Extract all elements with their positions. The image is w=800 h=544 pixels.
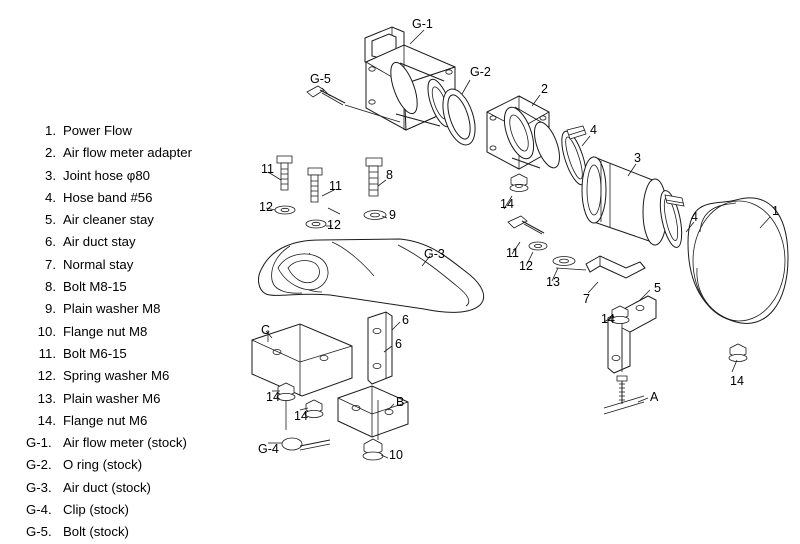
callout-4b: 4 xyxy=(691,210,698,224)
callout-g5: G-5 xyxy=(310,72,331,86)
legend-item-label: Plain washer M6 xyxy=(63,390,161,406)
legend-item-label: Air duct (stock) xyxy=(63,479,151,495)
callout-11b: 11 xyxy=(329,179,342,193)
legend-item-number: 12. xyxy=(37,368,56,384)
callout-14e: 14 xyxy=(730,374,744,388)
callout-13: 13 xyxy=(546,275,560,289)
part-joint-hose xyxy=(582,157,667,245)
legend-item-label: Air flow meter adapter xyxy=(63,145,192,161)
callout-8: 8 xyxy=(386,168,393,182)
callout-6a: 6 xyxy=(402,313,409,327)
callout-14c: 14 xyxy=(266,390,280,404)
legend-item-label: Power Flow xyxy=(63,123,132,138)
legend-item-number: G-1. xyxy=(26,435,52,451)
legend-item-label: Spring washer M6 xyxy=(63,368,170,384)
legend-item-number: 13. xyxy=(37,390,56,406)
legend-item-label: Flange nut M8 xyxy=(63,323,148,339)
part-air-duct xyxy=(252,239,484,437)
callout-3: 3 xyxy=(634,151,641,165)
legend-item-number: 10. xyxy=(37,323,56,339)
part-bolt-11-right xyxy=(508,216,544,234)
callout-g2: G-2 xyxy=(470,65,491,79)
legend-item-label: Bolt (stock) xyxy=(63,524,129,540)
part-bolt-8 xyxy=(366,158,382,196)
part-washer-12-left xyxy=(275,206,295,214)
legend-item-label: Hose band #56 xyxy=(63,189,153,205)
legend-item-label: Bolt M6-15 xyxy=(63,345,127,361)
legend-item-number: 8. xyxy=(45,279,56,295)
callout-7: 7 xyxy=(583,292,590,306)
callout-12c: 12 xyxy=(519,259,533,273)
callout-5: 5 xyxy=(654,281,661,295)
legend-item-number: 6. xyxy=(45,234,56,250)
legend-item-label: Bolt M8-15 xyxy=(63,279,127,295)
legend-item-number: G-4. xyxy=(26,502,52,518)
part-flange-nut-14e xyxy=(729,344,747,362)
callout-14a: 14 xyxy=(500,197,514,211)
legend-item xyxy=(26,521,256,543)
legend-item-number: 2. xyxy=(45,145,56,161)
part-clip-G4 xyxy=(282,438,330,450)
part-bolt-A xyxy=(604,376,644,414)
part-bolt-11-mid xyxy=(308,168,322,202)
part-flange-nut-14a xyxy=(510,174,528,192)
legend-item-number: 1. xyxy=(45,123,56,138)
callout-1: 1 xyxy=(772,204,779,218)
legend-item-number: 14. xyxy=(37,412,56,428)
callout-14d: 14 xyxy=(294,409,308,423)
callout-11c: 11 xyxy=(506,246,519,260)
callout-9: 9 xyxy=(389,208,396,222)
callout-12a: 12 xyxy=(259,200,273,214)
part-flange-nut-10 xyxy=(363,439,383,460)
callout-g4: G-4 xyxy=(258,442,279,456)
callout-g3: G-3 xyxy=(424,247,445,261)
part-washer-12-mid xyxy=(306,220,326,228)
callout-C: C xyxy=(261,323,271,337)
legend-item-number: G-3. xyxy=(26,479,52,495)
legend-item-number: 11. xyxy=(38,345,56,361)
legend-item-label: Joint hose φ80 xyxy=(63,167,151,183)
callout-10: 10 xyxy=(389,448,403,462)
callout-4a: 4 xyxy=(590,123,597,137)
legend-item-number: G-2. xyxy=(26,457,52,473)
callout-2: 2 xyxy=(541,82,548,96)
legend-item-label: Plain washer M8 xyxy=(63,301,161,317)
part-bolt-G5 xyxy=(307,86,345,105)
part-air-cleaner-stay xyxy=(608,296,656,373)
legend-item xyxy=(26,499,256,521)
legend-item-number: 4. xyxy=(45,189,56,205)
legend-item-number: 5. xyxy=(45,212,56,228)
part-washer-12-right xyxy=(529,242,547,250)
legend-item-number: 9. xyxy=(45,301,56,317)
legend-item-label: Air duct stay xyxy=(63,234,136,250)
callout-12b: 12 xyxy=(327,218,341,232)
legend-item-label: Clip (stock) xyxy=(63,502,129,518)
part-washer-9 xyxy=(364,211,386,220)
callout-B: B xyxy=(396,395,405,409)
callout-14b: 14 xyxy=(601,312,615,326)
callout-11a: 11 xyxy=(261,162,274,176)
part-washer-13 xyxy=(553,257,575,266)
legend-item-number: G-5. xyxy=(26,524,52,540)
legend-item-label: Air flow meter (stock) xyxy=(63,435,187,451)
callout-g1: G-1 xyxy=(412,17,433,31)
callout-A: A xyxy=(650,390,659,404)
callout-6b: 6 xyxy=(395,337,402,351)
part-air-flow-meter-adapter xyxy=(487,96,565,171)
legend-item-label: Air cleaner stay xyxy=(63,212,154,228)
legend-item-number: 3. xyxy=(45,167,56,183)
legend-item-label: Normal stay xyxy=(63,256,134,272)
part-normal-stay xyxy=(586,256,645,278)
legend-item-label: O ring (stock) xyxy=(63,457,143,473)
legend-item-number: 7. xyxy=(45,256,56,272)
legend-item-label: Flange nut M6 xyxy=(63,412,148,428)
part-bolt-11-left xyxy=(277,156,292,190)
